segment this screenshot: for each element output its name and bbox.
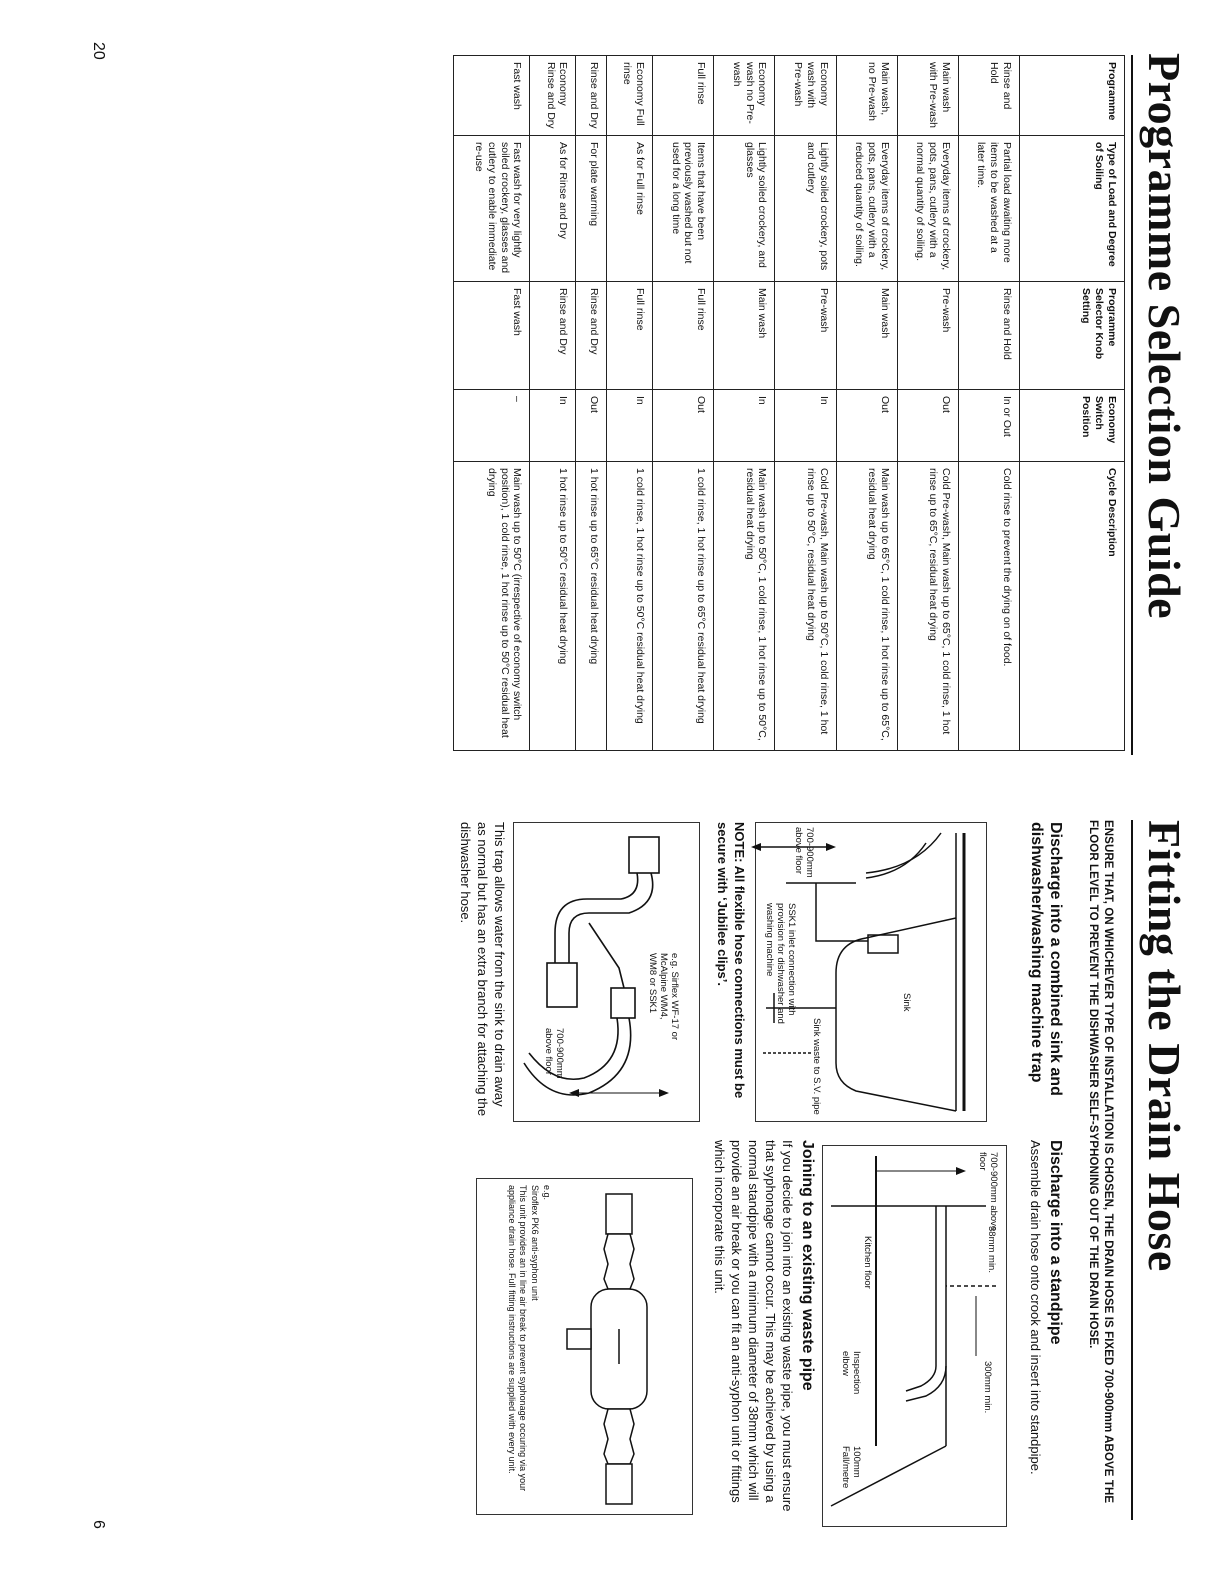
table-row (775, 56, 836, 751)
cell-knob: Main wash (836, 282, 897, 390)
page-number-right: 6 (90, 1520, 107, 1529)
standpipe-text: Assemble drain hose onto crook and insert into standpipe. (1028, 1140, 1043, 1475)
cell-cycle: Cold Pre-wash, Main wash up to 65°C, 1 cold rinse, 1 hot rinse up to 65°C, residual heat drying (897, 462, 958, 751)
cell-programme: Main wash, no Pre-wash (836, 56, 897, 136)
table-row (607, 56, 653, 751)
cell-knob: Main wash (714, 282, 775, 390)
cell-programme: Fast wash (454, 56, 530, 136)
cell-cycle: Cold rinse to prevent the drying on of food. (958, 462, 1019, 751)
cell-economy: In (530, 390, 576, 462)
cell-load: Everyday items of crockery, pots, pans, cutlery with a reduced quantity of soiling. (836, 136, 897, 282)
page-title-programme-guide: Programme Selection Guide (1139, 53, 1190, 620)
cell-cycle: 1 hot rinse up to 65°C residual heat drying (576, 462, 607, 751)
cell-knob: Full rinse (653, 282, 714, 390)
cell-load: Fast wash for very lightly soiled crockery, glasses and cutlery to enable immediate re-use (454, 136, 530, 282)
cell-programme: Full rinse (653, 56, 714, 136)
col-header-load: Type of Load and Degree of Soiling (1020, 136, 1125, 282)
cell-programme: Economy Full rinse (607, 56, 653, 136)
heading-combined-sink: Discharge into a combined sink and dishwasher/washing machine trap (1027, 822, 1064, 1096)
cell-cycle: 1 cold rinse, 1 hot rinse up to 50°C residual heat drying (607, 462, 653, 751)
cell-knob: Pre-wash (775, 282, 836, 390)
cell-programme: Economy wash with Pre-wash (775, 56, 836, 136)
table-row (836, 56, 897, 751)
sink-trap-diagram (755, 822, 987, 1122)
unit-eg: e.g. (542, 1185, 552, 1201)
cell-programme: Rinse and Hold (958, 56, 1019, 136)
cell-cycle: Cold Pre-wash, Main wash up to 50°C, 1 cold rinse, 1 hot rinse up to 50°C, residual heat drying (775, 462, 836, 751)
unit-name: Siroflex PK6 anti-syphon unit (530, 1185, 540, 1301)
cell-programme: Economy Rinse and Dry (530, 56, 576, 136)
label-300mm-min: 300mm min. (982, 1361, 993, 1414)
cell-knob: Fast wash (454, 282, 530, 390)
cell-load: Lightly soiled crockery, and glasses (714, 136, 775, 282)
cell-knob: Rinse and Dry (530, 282, 576, 390)
heading-standpipe: Discharge into a standpipe (1047, 1140, 1064, 1345)
cell-load: As for Full rinse (607, 136, 653, 282)
table-row (454, 56, 530, 751)
cell-cycle: Main wash up to 65°C, 1 cold rinse, 1 hot rinse up to 65°C, residual heat drying (836, 462, 897, 751)
label-ssk1-inlet: SSK1 inlet connection with provision for dishwasher and washing machine (764, 903, 797, 1024)
page-number-left: 20 (90, 42, 107, 60)
title-rule-right (1131, 820, 1133, 1520)
cell-load: For plate warming (576, 136, 607, 282)
table-header-row (1020, 56, 1125, 751)
cell-economy: Out (576, 390, 607, 462)
cell-knob: Rinse and Hold (958, 282, 1019, 390)
cell-programme: Economy wash no Pre-wash (714, 56, 775, 136)
cell-programme: Main wash with Pre-wash (897, 56, 958, 136)
table-row (576, 56, 607, 751)
col-header-programme: Programme (1020, 56, 1125, 136)
cell-load: As for Rinse and Dry (530, 136, 576, 282)
title-rule-left (1131, 55, 1133, 755)
cell-economy: – (454, 390, 530, 462)
table-row (653, 56, 714, 751)
waste-pipe-text: If you decide to join into an existing waste pipe, you must ensure that syphonage cannot occur. This may be achieved by using a normal standpipe with a minimum diameter of 38mm which will provide an air break or you can fit an anti-syphon unit or fittings which incorporate this unit. (712, 1140, 795, 1512)
heading-existing-waste: Joining to an existing waste pipe (799, 1140, 816, 1391)
unit-description: This unit provides an in line air break to prevent syphonage occuring via your appliance drain hose. Full fitting instructions are supplied with every unit. (507, 1185, 528, 1492)
cell-load: Everyday items of crockery, pots, pans, cutlery with a normal quantity of soiling. (897, 136, 958, 282)
cell-economy: Out (653, 390, 714, 462)
table-row (958, 56, 1019, 751)
cell-load: Lightly soiled crockery, pots and cutlery (775, 136, 836, 282)
cell-cycle: 1 hot rinse up to 50°C residual heat drying (530, 462, 576, 751)
label-kitchen-floor: Kitchen floor (862, 1236, 873, 1289)
programme-table (453, 55, 1125, 751)
page-title-drain-hose: Fitting the Drain Hose (1139, 820, 1190, 1272)
cell-knob: Pre-wash (897, 282, 958, 390)
cell-programme: Rinse and Dry (576, 56, 607, 136)
col-header-knob: Programme Selector Knob Setting (1020, 282, 1125, 390)
cell-economy: In (607, 390, 653, 462)
cell-cycle: Main wash up to 50°C, 1 cold rinse, 1 hot rinse up to 50°C, residual heat drying (714, 462, 775, 751)
label-38mm-min: 38mm min. (986, 1226, 997, 1273)
cell-load: Items that have been previously washed but not used for a long time (653, 136, 714, 282)
table-row (530, 56, 576, 751)
label-height-sink: 700-900mm above floor (793, 827, 815, 878)
cell-economy: In (775, 390, 836, 462)
trap-caption: This trap allows water from the sink to drain away as normal but has an extra branch for attaching the dishwasher hose. (458, 822, 507, 1117)
anti-syphon-box (476, 1178, 693, 1515)
cell-cycle: Main wash up to 50°C (irrespective of economy switch position), 1 cold rinse, 1 hot rinse up to 50°C residual heat drying (454, 462, 530, 751)
label-inspection-elbow: Inspection elbow (840, 1351, 862, 1395)
standpipe-diagram (822, 1145, 1007, 1527)
table-row (897, 56, 958, 751)
cell-economy: In or Out (958, 390, 1019, 462)
label-sink: Sink (901, 993, 912, 1012)
jubilee-clip-note: NOTE: All flexible hose connections must be secure with ‘Jubilee clips’. (715, 822, 747, 1099)
label-fall-per-metre: 100mm Fall/metre (840, 1446, 862, 1489)
cell-economy: In (714, 390, 775, 462)
label-trap-examples: e.g. Sirflex WF-17 or McAlpine WM4, WM8 or SSK1 (647, 953, 680, 1041)
col-header-cycle: Cycle Description (1020, 462, 1125, 751)
cell-economy: Out (897, 390, 958, 462)
cell-knob: Full rinse (607, 282, 653, 390)
installation-warning: ENSURE THAT, ON WHICHEVER TYPE OF INSTALLATION IS CHOSEN, THE DRAIN HOSE IS FIXED 700-900mm ABOVE THE FLOOR LEVEL TO PREVENT THE DISHWASHER SELF-SYPHONING OUT OF THE DRAIN HOSE. (1087, 820, 1114, 1504)
label-height-standpipe: 700-900mm above floor (977, 1152, 999, 1232)
label-height-trap: 700-900mm above floor (543, 1028, 565, 1079)
cell-load: Partial load awaiting more items to be washed at a later time. (958, 136, 1019, 282)
cell-knob: Rinse and Dry (576, 282, 607, 390)
trap-fitting-diagram (513, 822, 700, 1122)
cell-economy: Out (836, 390, 897, 462)
label-sink-waste: Sink waste to S.V. pipe (811, 1018, 822, 1115)
col-header-economy: Economy Switch Position (1020, 390, 1125, 462)
table-row (714, 56, 775, 751)
cell-cycle: 1 cold rinse, 1 hot rinse up to 65°C residual heat drying (653, 462, 714, 751)
